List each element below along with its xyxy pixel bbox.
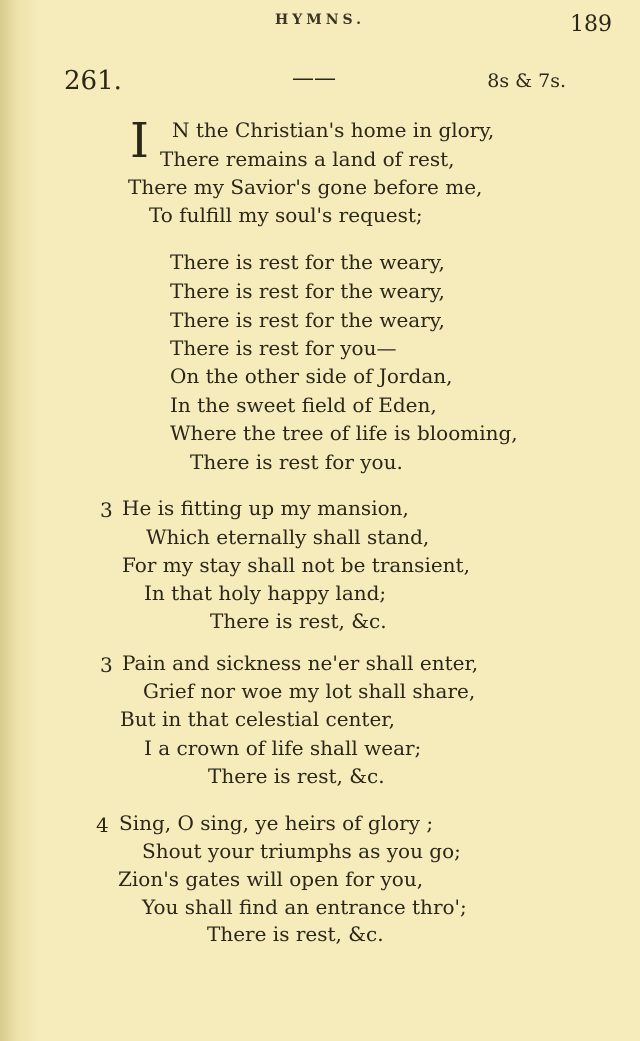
stanza-1-line: There my Savior's gone before me, [128, 175, 483, 199]
chorus-line: There is rest for the weary, [170, 308, 445, 332]
hymn-number: 261. [64, 66, 122, 96]
stanza-1-line: There remains a land of rest, [160, 147, 455, 171]
stanza-4-line: Zion's gates will open for you, [118, 867, 424, 891]
chorus-line: There is rest for you. [190, 450, 403, 474]
stanza-3-line: Pain and sickness ne'er shall enter, [122, 651, 479, 675]
verse-number: 4 [96, 813, 109, 837]
stanza-3-refrain: There is rest, &c. [208, 764, 385, 788]
verse-number: 3 [100, 498, 113, 522]
chorus-line: There is rest for the weary, [170, 279, 445, 303]
stanza-2-line: In that holy happy land; [144, 581, 387, 605]
stanza-2-line: He is fitting up my mansion, [122, 496, 409, 520]
chorus-line: There is rest for you— [170, 336, 397, 360]
stanza-4-refrain: There is rest, &c. [207, 922, 384, 946]
hymn-meter: 8s & 7s. [487, 70, 566, 92]
stanza-1-line: To fulfill my soul's request; [149, 203, 423, 227]
stanza-3-line: Grief nor woe my lot shall share, [143, 679, 476, 703]
running-head: HYMNS. [274, 12, 365, 28]
stanza-2-line: Which eternally shall stand, [146, 525, 430, 549]
stanza-4-line: You shall find an entrance thro'; [142, 895, 467, 919]
chorus-line: Where the tree of life is blooming, [170, 421, 518, 445]
stanza-1-line: N the Christian's home in glory, [172, 118, 495, 142]
stanza-2-refrain: There is rest, &c. [210, 609, 387, 633]
stanza-2-line: For my stay shall not be transient, [122, 553, 470, 577]
chorus-line: There is rest for the weary, [170, 250, 445, 274]
page-number: 189 [570, 12, 612, 37]
drop-cap: I [130, 113, 149, 169]
stanza-4-line: Sing, O sing, ye heirs of glory ; [119, 811, 434, 835]
stanza-3-line: But in that celestial center, [120, 707, 395, 731]
verse-number: 3 [100, 653, 113, 677]
stanza-4-line: Shout your triumphs as you go; [142, 839, 461, 863]
chorus-line: In the sweet field of Eden, [170, 393, 437, 417]
chorus-line: On the other side of Jordan, [170, 364, 453, 388]
title-dash: —— [292, 66, 336, 91]
stanza-3-line: I a crown of life shall wear; [144, 736, 422, 760]
